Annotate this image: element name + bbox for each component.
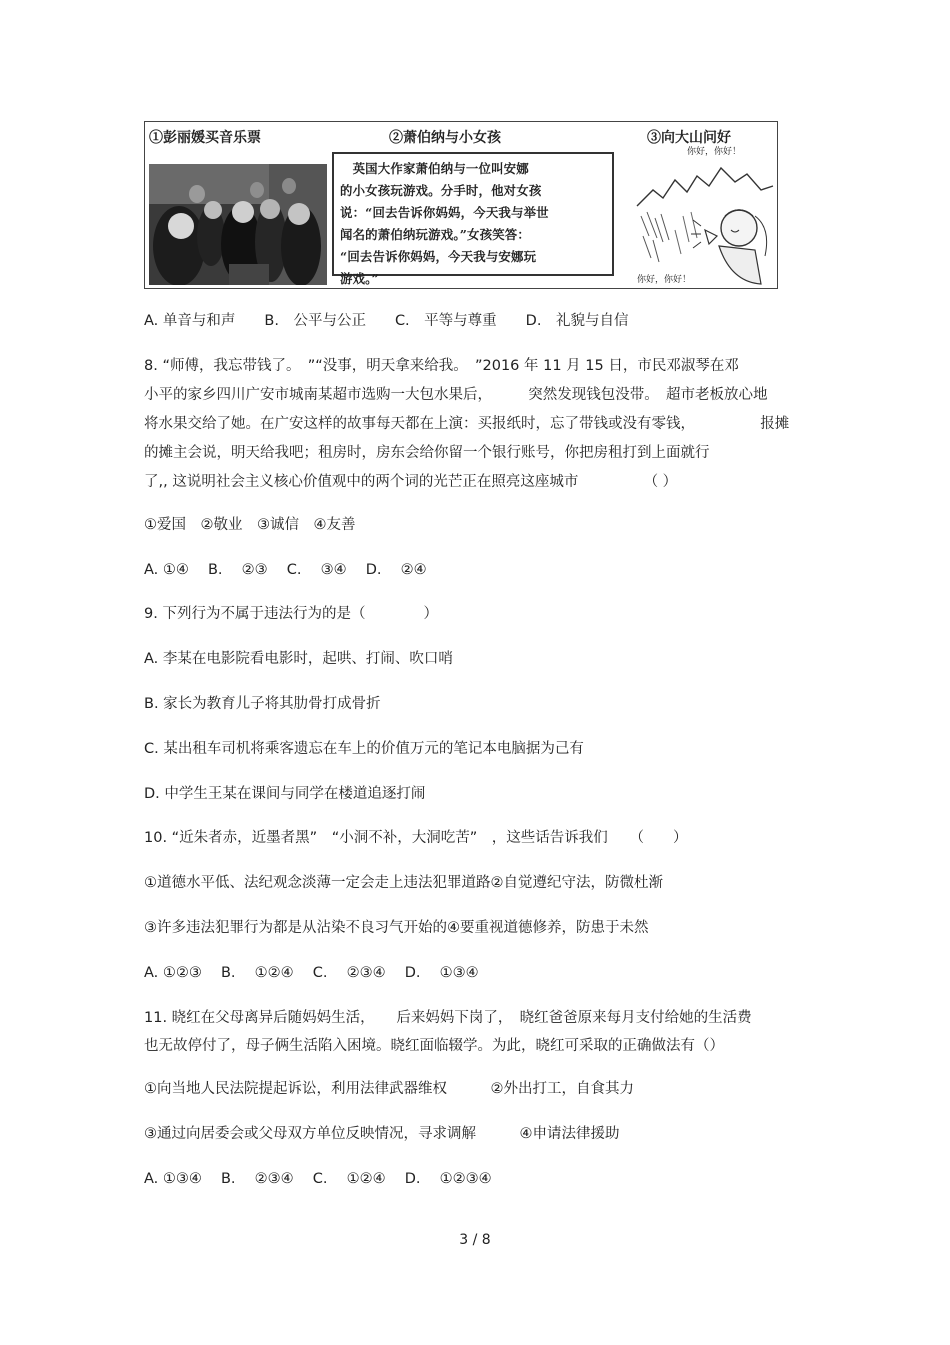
story-line: 英国大作家萧伯纳与一位叫安娜 <box>340 161 529 176</box>
q8-line-3: 将水果交给了她。在广安这样的故事每天都在上演：买报纸时，忘了带钱或没有零钱， 报摊 <box>144 416 790 432</box>
story-line: 游戏。” <box>340 271 379 286</box>
story-line: 说：“回去告诉你妈妈，今天我与举世 <box>340 205 549 220</box>
q8-line-1: 8. “师傅，我忘带钱了。 ”“没事，明天拿来给我。 ”2016 年 11 月 15 日，市民邓淑琴在邓 <box>144 358 739 374</box>
hello-text-bottom: 你好，你好！ <box>637 275 692 285</box>
q11-line-1: 11. 晓红在父母离异后随妈妈生活， 后来妈妈下岗了， 晓红爸爸原来每月支付给她的生活费 <box>144 1010 752 1026</box>
q8-line-5: 了,, 这说明社会主义核心价值观中的两个词的光芒正在照亮这座城市 （ ） <box>144 474 678 490</box>
q10-stem: 10. “近朱者赤，近墨者黑” “小洞不补，大洞吃苦” ，这些话告诉我们 （ ） <box>144 830 688 846</box>
question-7-figure <box>144 121 778 289</box>
q11-options: A. ①③④ B. ②③④ C. ①②④ D. ①②③④ <box>144 1171 492 1187</box>
q9-option-a: A. 李某在电影院看电影时，起哄、打闹、吹口哨 <box>144 651 453 667</box>
q11-items-1: ①向当地人民法院提起诉讼，利用法律武器维权 ②外出打工，自食其力 <box>144 1081 634 1097</box>
panel-1-title: ①彭丽媛买音乐票 <box>149 130 261 146</box>
q8-line-2: 小平的家乡四川广安市城南某超市选购一大包水果后， 突然发现钱包没带。 超市老板放心地 <box>144 387 768 403</box>
q11-items-2: ③通过向居委会或父母双方单位反映情况，寻求调解 ④申请法律援助 <box>144 1126 620 1142</box>
q10-options: A. ①②③ B. ①②④ C. ②③④ D. ①③④ <box>144 965 479 981</box>
crowd-photo <box>149 164 327 285</box>
q9-stem: 9. 下列行为不属于违法行为的是（ ） <box>144 606 438 622</box>
q9-option-c: C. 某出租车司机将乘客遗忘在车上的价值万元的笔记本电脑据为己有 <box>144 741 584 757</box>
q8-items: ①爱国 ②敬业 ③诚信 ④友善 <box>144 517 356 533</box>
mountain-cartoon <box>635 146 775 286</box>
q9-option-b: B. 家长为教育儿子将其肋骨打成骨折 <box>144 696 381 712</box>
q9-option-d: D. 中学生王某在课间与同学在楼道追逐打闹 <box>144 786 426 802</box>
hello-text-top: 你好，你好！ <box>687 147 742 157</box>
q7-options: A. 单音与和声 B. 公平与公正 C. 平等与尊重 D. 礼貌与自信 <box>144 313 629 329</box>
q10-items-1: ①道德水平低、法纪观念淡薄一定会走上违法犯罪道路②自觉遵纪守法，防微杜渐 <box>144 875 663 891</box>
story-box <box>332 152 614 286</box>
panel-3-title: ③向大山问好 <box>647 130 731 146</box>
story-line: 的小女孩玩游戏。分手时，他对女孩 <box>340 183 542 198</box>
q11-line-2: 也无故停付了，母子俩生活陷入困境。晓红面临辍学。为此，晓红可采取的正确做法有（） <box>144 1038 724 1054</box>
q8-line-4: 的摊主会说，明天给我吧；租房时，房东会给你留一个银行账号，你把房租打到上面就行 <box>144 445 710 461</box>
q8-options: A. ①④ B. ②③ C. ③④ D. ②④ <box>144 562 427 578</box>
q10-items-2: ③许多违法犯罪行为都是从沾染不良习气开始的④要重视道德修养，防患于未然 <box>144 920 649 936</box>
story-line: “回去告诉你妈妈，今天我与安娜玩 <box>340 249 537 264</box>
page-number: 3 / 8 <box>459 1232 491 1248</box>
story-line: 闻名的萧伯纳玩游戏。”女孩笑答： <box>340 227 530 242</box>
panel-2-title: ②萧伯纳与小女孩 <box>389 130 501 146</box>
